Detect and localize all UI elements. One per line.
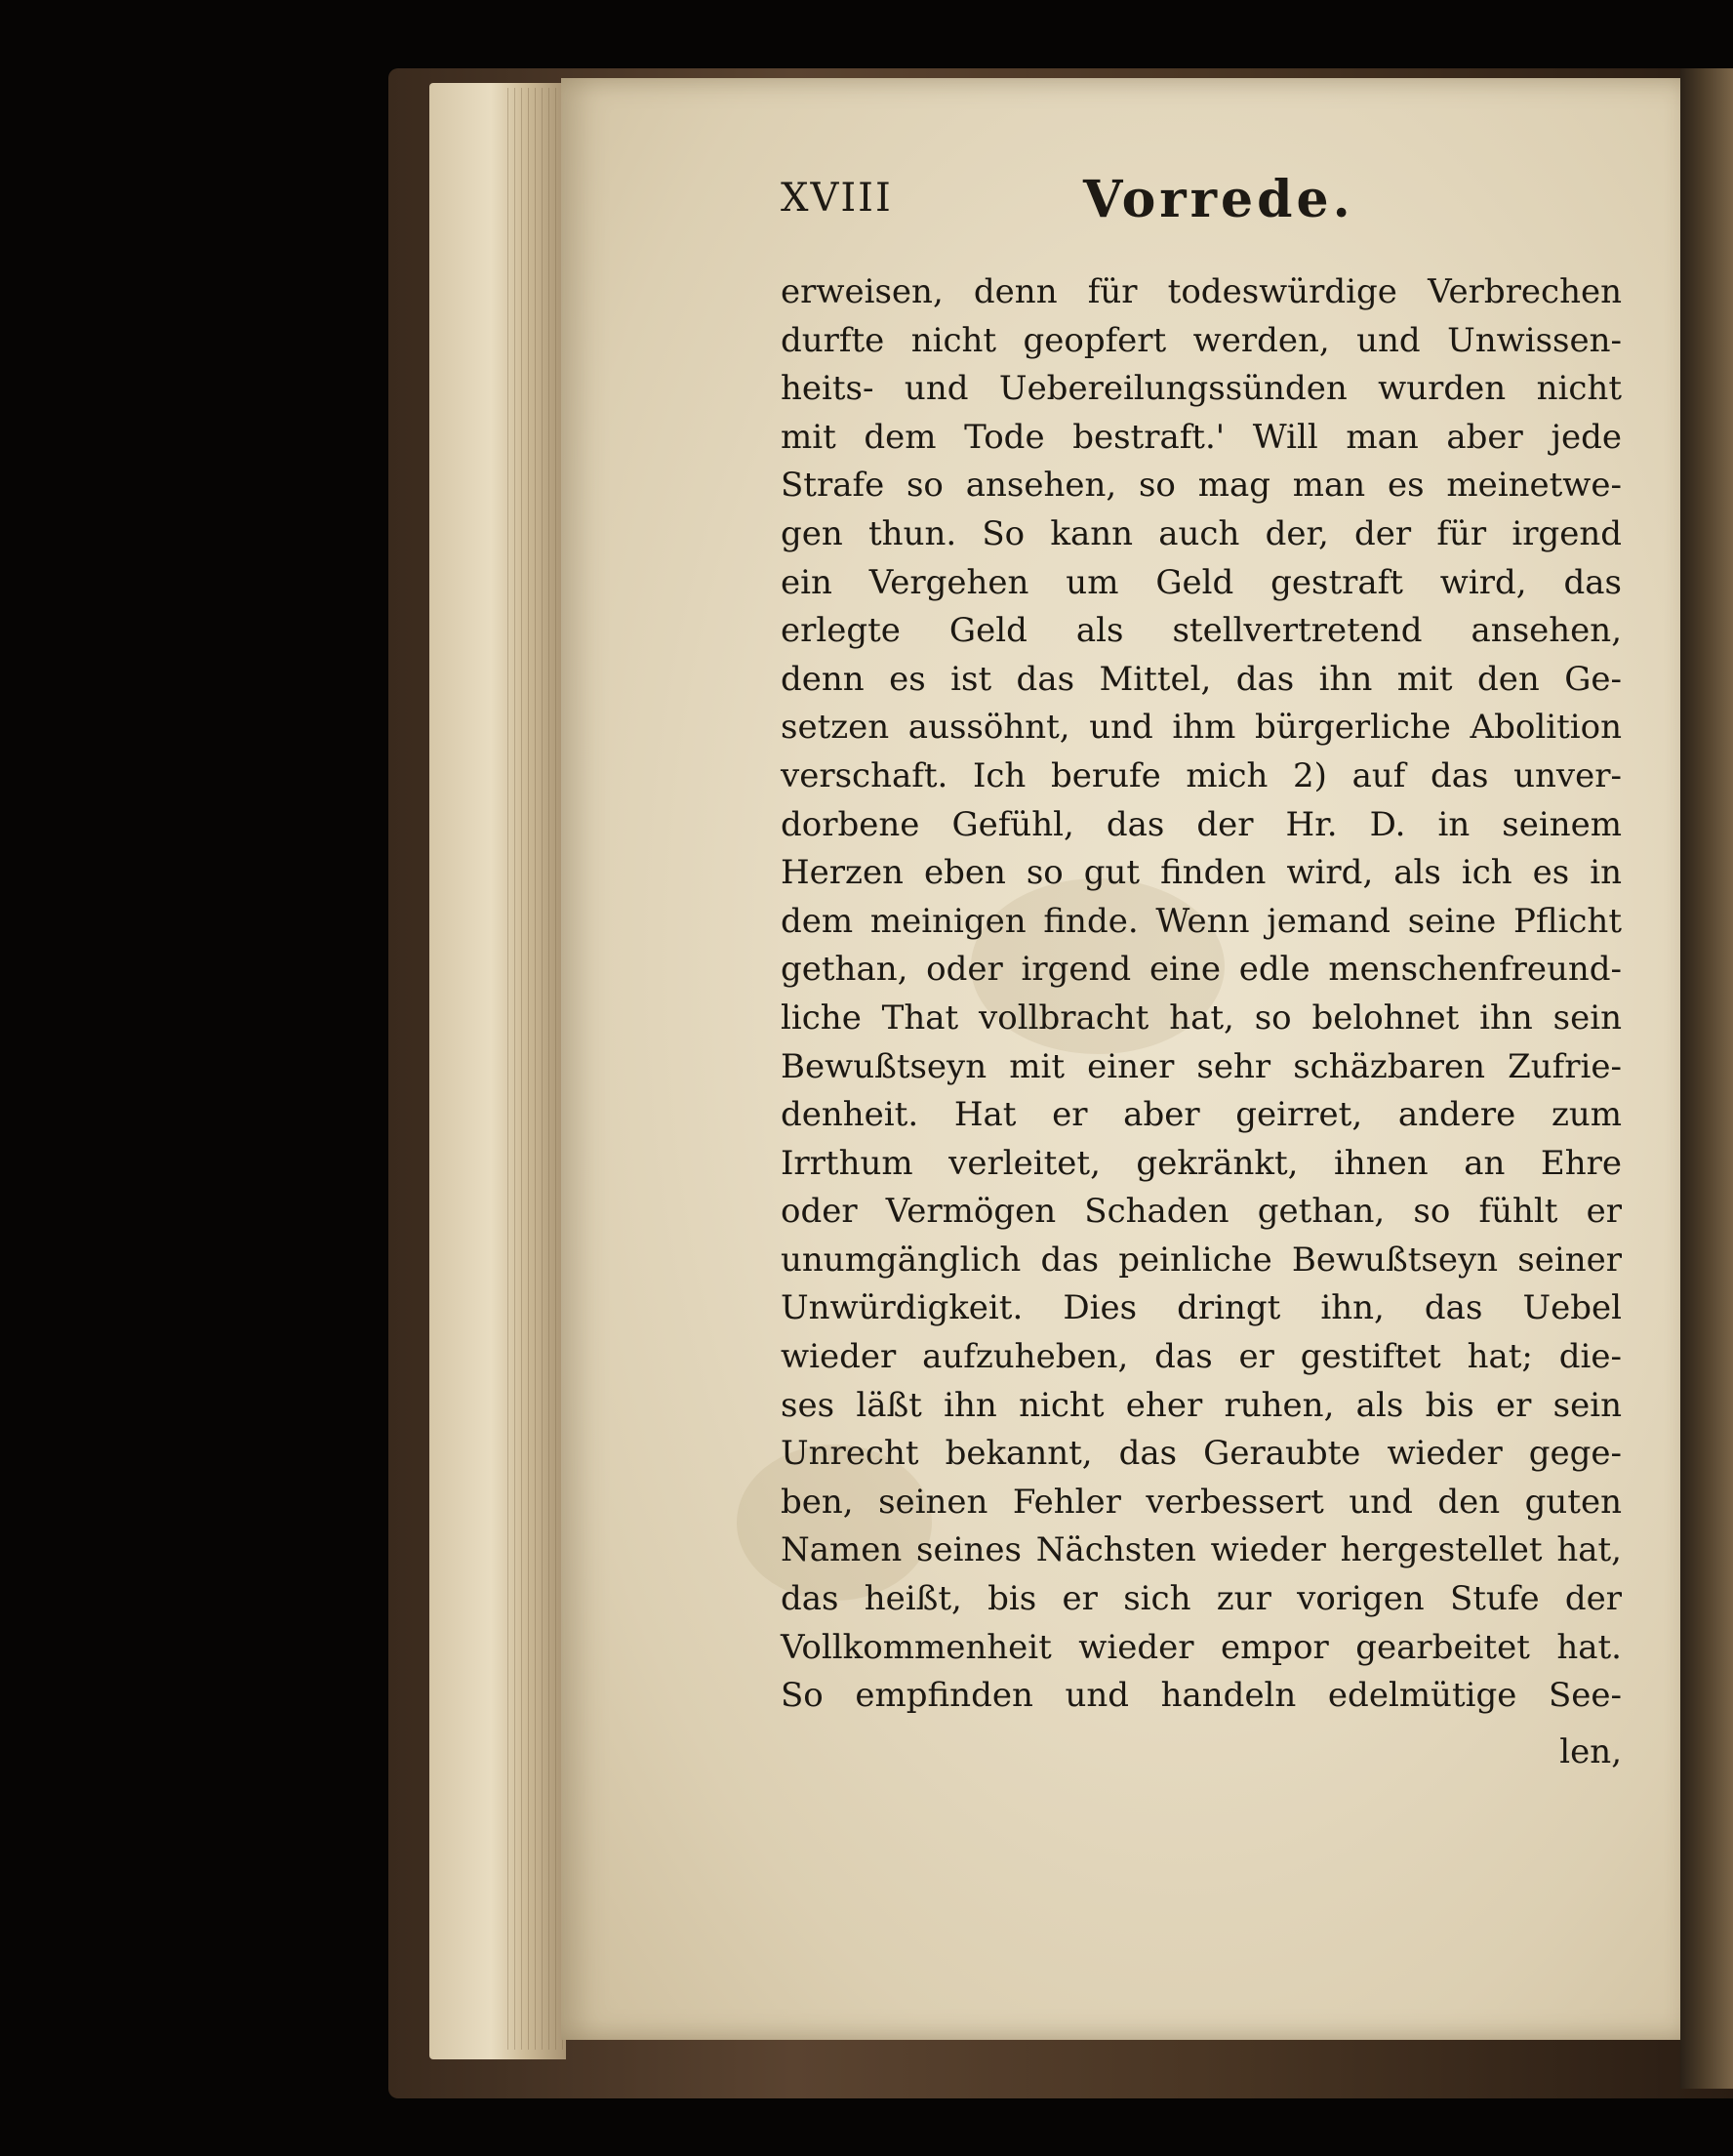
text-line: Unrecht bekannt, das Geraubte wieder gege- [781,1434,1622,1474]
text-line: So empfinden und handeln edelmütige See- [781,1676,1622,1716]
text-line: Irrthum verleitet, gekränkt, ihnen an Ehre [781,1143,1622,1183]
text-line: setzen aussöhnt, und ihm bürgerliche Abolition [781,708,1622,748]
text-line: liche That vollbracht hat, so belohnet ihn sein [781,997,1622,1037]
text-line: erweisen, denn für todeswürdige Verbrechen [781,272,1622,311]
running-title: Vorrede. [1083,170,1354,229]
text-line: wieder aufzuheben, das er gestiftet hat; die- [781,1337,1622,1377]
text-line: gen thun. So kann auch der, der für irgend [781,513,1622,553]
text-line: Namen seines Nächsten wieder hergestellet hat, [781,1530,1622,1570]
text-line: gethan, oder irgend eine edle menschenfreund- [781,950,1622,990]
next-page-gutter [1680,68,1733,2089]
text-line: ein Vergehen um Geld gestraft wird, das [781,562,1622,602]
text-line: ben, seinen Fehler verbessert und den guten [781,1482,1622,1522]
catchword: len, [1559,1732,1622,1771]
text-line: verschaft. Ich berufe mich 2) auf das unver- [781,755,1622,795]
text-line: dorbene Gefühl, das der Hr. D. in seinem [781,804,1622,844]
text-line: denheit. Hat er aber geirret, andere zum [781,1095,1622,1135]
text-line: mit dem Tode bestraft.' Will man aber jede [781,417,1622,457]
text-line: Unwürdigkeit. Dies dringt ihn, das Uebel [781,1288,1622,1328]
text-line: dem meinigen finde. Wenn jemand seine Pflicht [781,901,1622,941]
text-line: Strafe so ansehen, so mag man es meinetwe- [781,466,1622,506]
text-line: Herzen eben so gut finden wird, als ich es in [781,853,1622,893]
page-edge-lines [507,88,566,2050]
text-line: Vollkommenheit wieder empor gearbeitet hat. [781,1627,1622,1667]
text-line: denn es ist das Mittel, das ihn mit den Ge- [781,659,1622,699]
text-line: oder Vermögen Schaden gethan, so fühlt er [781,1192,1622,1232]
page-number: XVIII [781,176,893,221]
text-line: unumgänglich das peinliche Bewußtseyn seiner [781,1240,1622,1280]
text-line: heits- und Uebereilungssünden wurden nicht [781,369,1622,409]
text-line: das heißt, bis er sich zur vorigen Stufe der [781,1579,1622,1619]
text-line: durfte nicht geopfert werden, und Unwissen- [781,320,1622,360]
body-text [781,268,1622,1721]
text-line: Bewußtseyn mit einer sehr schäzbaren Zufrie- [781,1046,1622,1086]
page-header [781,170,1620,244]
text-line: erlegte Geld als stellvertretend ansehen, [781,611,1622,651]
text-line: ses läßt ihn nicht eher ruhen, als bis er sein [781,1385,1622,1425]
